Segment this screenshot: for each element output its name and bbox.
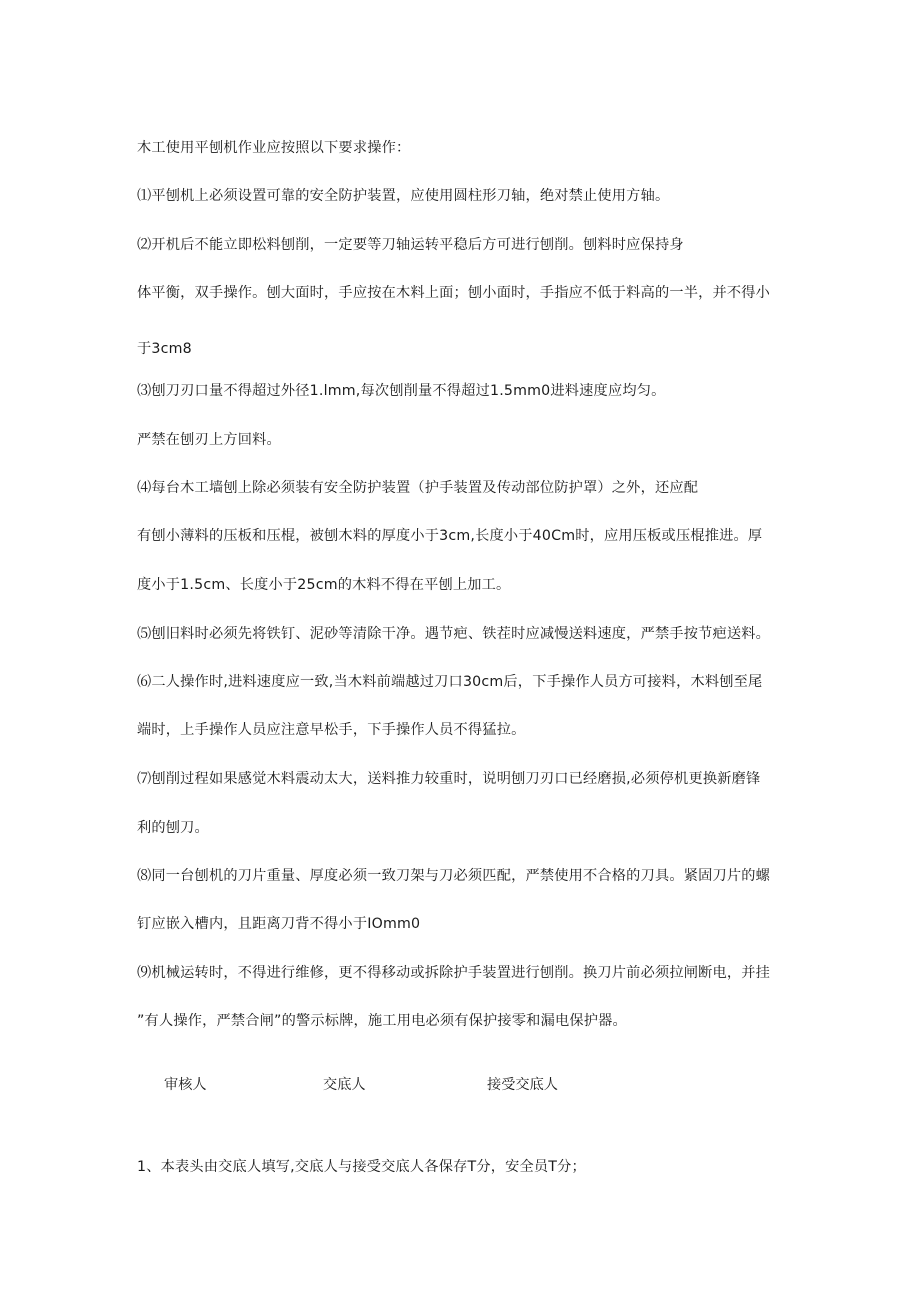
clause-8-line-1: ⑻同一台刨机的刀片重量、厚度必须一致刀架与刀必须匹配，严禁使用不合格的刀具。紧固刀片的螺 <box>137 868 771 884</box>
clause-3-line-2: 严禁在刨刃上方回料。 <box>137 432 281 448</box>
clause-5-line-1: ⑸刨旧料时必须先将铁钉、泥砂等清除干净。遇节疤、铁茬时应减慢送料速度，严禁手按节疤送料。 <box>137 626 771 642</box>
clause-3-line-1: ⑶刨刀刃口量不得超过外径1.lmm,每次刨削量不得超过1.5mm0进料速度应均匀。 <box>137 383 666 399</box>
clause-9-line-1: ⑼机械运转时，不得进行维修，更不得移动或拆除护手装置进行刨削。换刀片前必须拉闸断电，并挂 <box>137 965 771 981</box>
clause-4-line-3: 度小于1.5cm、长度小于25cm的木料不得在平刨上加工。 <box>137 577 511 593</box>
clause-2-line-3: 于3cm8 <box>137 341 192 357</box>
clause-7-line-2: 利的刨刀。 <box>137 820 209 836</box>
footnote: 1、本表头由交底人填写,交底人与接受交底人各保存T分，安全员T分； <box>137 1159 586 1175</box>
clause-8-line-2: 钉应嵌入槽内，且距离刀背不得小于IOmm0 <box>137 916 421 932</box>
clause-6-line-2: 端时，上手操作人员应注意早松手，下手操作人员不得猛拉。 <box>137 722 526 738</box>
clause-6-line-1: ⑹二人操作时,进料速度应一致,当木料前端越过刀口30cm后，下手操作人员方可接料，木料刨至尾 <box>137 674 763 690</box>
clause-1-line-1: ⑴平刨机上必须设置可靠的安全防护装置，应使用圆柱形刀轴，绝对禁止使用方轴。 <box>137 188 670 204</box>
clause-4-line-1: ⑷每台木工墙刨上除必须装有安全防护装置（护手装置及传动部位防护罩）之外，还应配 <box>137 480 699 496</box>
clause-9-line-2: ”有人操作，严禁合闸”的警示标牌，施工用电必须有保护接零和漏电保护器。 <box>137 1013 627 1029</box>
receiver-label: 接受交底人 <box>487 1077 558 1093</box>
clause-2-line-1: ⑵开机后不能立即松料刨削，一定要等刀轴运转平稳后方可进行刨削。刨料时应保持身 <box>137 237 684 253</box>
reviewer-label: 审核人 <box>164 1077 207 1093</box>
clause-7-line-1: ⑺刨削过程如果感觉木料震动太大，送料推力较重时，说明刨刀刃口已经磨损,必须停机更换新磨锋 <box>137 771 761 787</box>
clause-2-line-2: 体平衡，双手操作。刨大面时，手应按在木料上面；刨小面时，手指应不低于料高的一半，并不得小 <box>137 285 771 301</box>
clause-4-line-2: 有刨小薄料的压板和压棍，被刨木料的厚度小于3cm,长度小于40Cm时，应用压板或压棍推进。厚 <box>137 528 763 544</box>
discloser-label: 交底人 <box>323 1077 366 1093</box>
document-heading: 木工使用平刨机作业应按照以下要求操作： <box>137 140 411 156</box>
